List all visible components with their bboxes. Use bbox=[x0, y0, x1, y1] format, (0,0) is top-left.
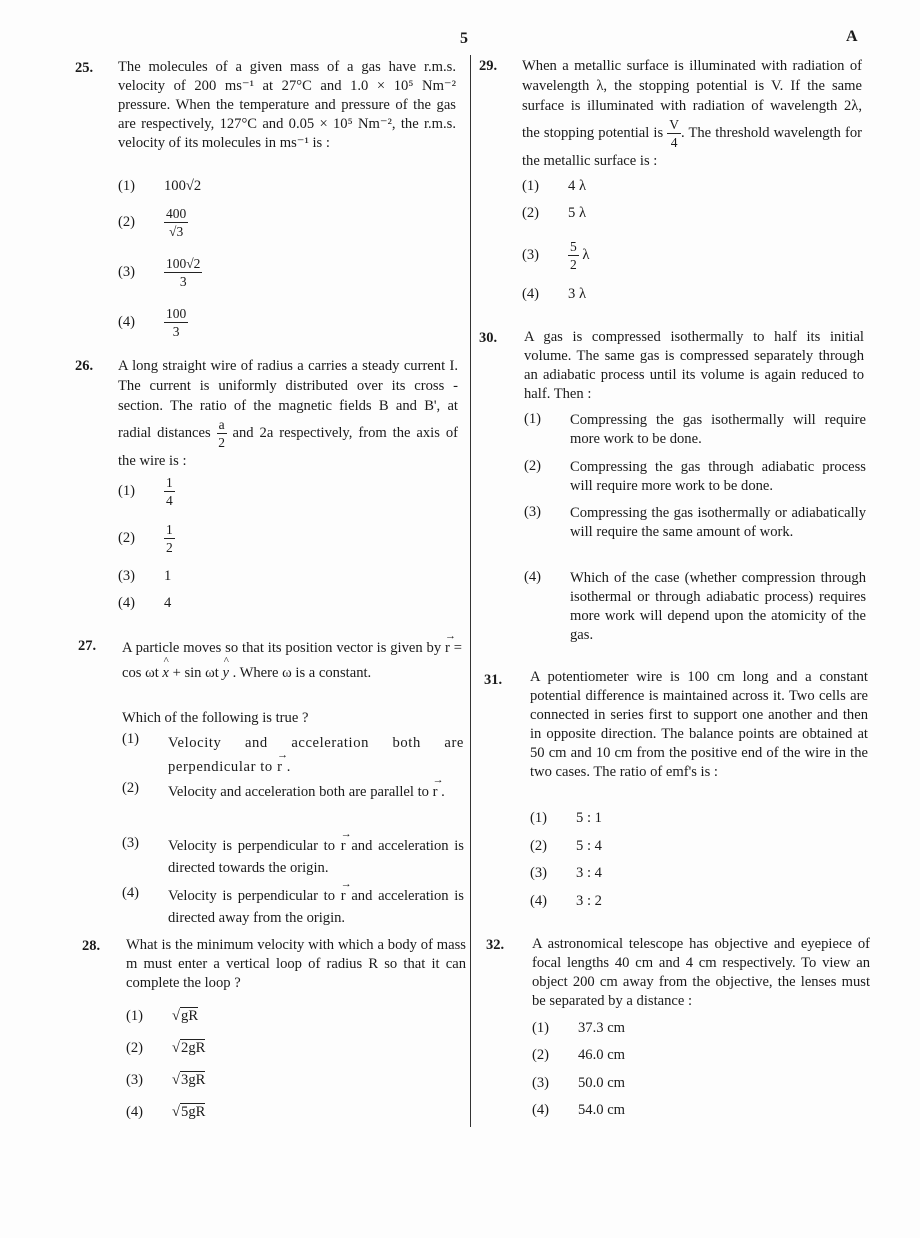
denominator: 2 bbox=[218, 435, 225, 450]
unit-vector-y: ^ y bbox=[222, 661, 228, 686]
question-number: 31. bbox=[484, 672, 503, 688]
question-number: 27. bbox=[78, 638, 97, 654]
option[interactable] bbox=[118, 305, 188, 340]
text-part: A long straight wire of radius a carries a steady current I. The current is uniformly distributed over its cross - section. The ratio of the magnetic fields B and B', at radial distances bbox=[118, 358, 458, 441]
option-label: (2) bbox=[530, 838, 548, 854]
option[interactable] bbox=[118, 568, 171, 585]
numerator: 100√2 bbox=[166, 256, 201, 271]
question-number: 32. bbox=[486, 937, 505, 953]
option-label: (3) bbox=[126, 1072, 144, 1088]
option-text: Compressing the gas through adiabatic process will require more work to be done. bbox=[570, 459, 866, 494]
option-text: 1 bbox=[164, 568, 172, 584]
option-text: 2gR bbox=[181, 1040, 206, 1056]
option[interactable] bbox=[532, 1020, 625, 1037]
vector-r: → r bbox=[341, 835, 346, 857]
question-number: 25. bbox=[75, 60, 94, 76]
question-text: The molecules of a given mass of a gas have r.m.s. velocity of 200 ms⁻¹ at 27°C and 1.0 × 10⁵ Nm⁻² pressure. When the temperature and pressure of the gas are respectively, 127°C and 0.05 × 10⁵ Nm⁻², the r.m.s. velocity of its molecules in ms⁻¹ is : bbox=[118, 59, 456, 151]
option-text: 3 : 2 bbox=[576, 893, 602, 909]
option-text bbox=[168, 835, 464, 879]
option-label: (1) bbox=[524, 411, 542, 427]
option[interactable] bbox=[126, 1104, 205, 1121]
option[interactable] bbox=[532, 1075, 625, 1092]
option[interactable] bbox=[118, 178, 201, 195]
option-label: (4) bbox=[126, 1104, 144, 1120]
option-text: Compressing the gas isothermally will require more work to be done. bbox=[570, 412, 866, 447]
vector-r: → r bbox=[433, 780, 438, 804]
option[interactable] bbox=[522, 178, 586, 195]
option-label: (3) bbox=[522, 247, 540, 263]
fraction bbox=[164, 474, 175, 509]
option[interactable] bbox=[522, 238, 589, 273]
option-label: (2) bbox=[118, 530, 136, 546]
set-code: A bbox=[846, 28, 858, 45]
option[interactable] bbox=[126, 1072, 205, 1089]
option[interactable] bbox=[122, 885, 464, 929]
question-text bbox=[122, 636, 462, 686]
option-label: (2) bbox=[532, 1047, 550, 1063]
option-text bbox=[168, 885, 464, 929]
option-label: (1) bbox=[118, 483, 136, 499]
vector-r: → r bbox=[341, 885, 346, 907]
option-text: 4 bbox=[164, 595, 172, 611]
question-number: 30. bbox=[479, 330, 498, 346]
sqrt-expression: √2gR bbox=[172, 1040, 206, 1056]
page-number: 5 bbox=[460, 30, 468, 47]
option[interactable] bbox=[524, 569, 866, 645]
option-text: 37.3 cm bbox=[578, 1020, 626, 1036]
denominator: 3 bbox=[179, 274, 187, 289]
question-text bbox=[522, 56, 862, 171]
fraction bbox=[217, 416, 227, 451]
option-label: (4) bbox=[522, 286, 540, 302]
numerator: a bbox=[218, 417, 225, 432]
option[interactable] bbox=[118, 205, 188, 240]
text-part: Velocity is perpendicular to bbox=[168, 888, 336, 904]
option[interactable] bbox=[524, 504, 866, 542]
option[interactable] bbox=[530, 865, 602, 882]
option-label: (1) bbox=[522, 178, 540, 194]
option-label: (3) bbox=[118, 568, 136, 584]
question-text: A gas is compressed isothermally to half its initial volume. The same gas is compressed separately through an adiabatic process until its volume is again reduced to half. Then : bbox=[524, 329, 864, 402]
option[interactable] bbox=[522, 205, 586, 222]
numerator: 1 bbox=[166, 475, 173, 490]
option[interactable] bbox=[118, 474, 175, 509]
text-part: Velocity and acceleration both are parallel to bbox=[168, 784, 429, 800]
question-subtext: Which of the following is true ? bbox=[122, 710, 309, 726]
option[interactable] bbox=[118, 595, 171, 612]
option-text: λ bbox=[582, 247, 590, 263]
text-part: . The threshold wavelength for the metallic surface is : bbox=[522, 124, 862, 169]
option[interactable] bbox=[530, 810, 602, 827]
option-label: (4) bbox=[118, 595, 136, 611]
option-label: (3) bbox=[532, 1075, 550, 1091]
numerator: V bbox=[669, 117, 679, 132]
option-label: (2) bbox=[522, 205, 540, 221]
fraction bbox=[164, 255, 202, 290]
option-text: 3 : 4 bbox=[576, 865, 602, 881]
numerator: 100 bbox=[166, 306, 187, 321]
denominator: 2 bbox=[570, 257, 577, 272]
denominator: 4 bbox=[670, 135, 678, 150]
option[interactable] bbox=[122, 780, 464, 804]
option[interactable] bbox=[118, 521, 175, 556]
option-text: 50.0 cm bbox=[578, 1075, 626, 1091]
text-part: and acceleration is directed towards the origin. bbox=[168, 838, 464, 876]
option-text: 46.0 cm bbox=[578, 1047, 626, 1063]
text-part: Velocity is perpendicular to bbox=[168, 838, 336, 854]
question-text: A potentiometer wire is 100 cm long and a constant potential difference is maintained across it. Two cells are connected in series first to support one another and then in opposite direction. The balance points are obtained at 50 cm and 10 cm from the positive end of the wire in the two cases. The ratio of emf's is : bbox=[530, 669, 868, 780]
fraction bbox=[164, 521, 175, 556]
option[interactable] bbox=[524, 411, 866, 449]
option-label: (3) bbox=[118, 264, 136, 280]
denominator: √3 bbox=[169, 224, 184, 239]
option[interactable] bbox=[532, 1047, 625, 1064]
column-divider bbox=[470, 55, 471, 1127]
text-part: . bbox=[441, 784, 445, 800]
option-text bbox=[168, 780, 464, 804]
option-label: (3) bbox=[530, 865, 548, 881]
option-label: (4) bbox=[122, 885, 140, 901]
option-label: (1) bbox=[122, 731, 140, 747]
option-text: 100√2 bbox=[164, 178, 202, 194]
equation-part: = cos ωt bbox=[122, 640, 462, 681]
text-part: . Where ω is a constant. bbox=[232, 665, 372, 681]
text-part: and acceleration is directed away from the origin. bbox=[168, 888, 464, 926]
option-label: (4) bbox=[524, 569, 542, 585]
question-number: 26. bbox=[75, 358, 94, 374]
numerator: 5 bbox=[570, 239, 577, 254]
option-label: (2) bbox=[118, 214, 136, 230]
option-label: (2) bbox=[122, 780, 140, 796]
option-text: 3 λ bbox=[568, 286, 587, 302]
option-label: (3) bbox=[122, 835, 140, 851]
option-label: (4) bbox=[118, 314, 136, 330]
option-text: Which of the case (whether compression through isothermal or through adiabatic process) requires more work will depend upon the atomicity of the gas. bbox=[570, 570, 866, 643]
fraction bbox=[568, 238, 579, 273]
sqrt-expression: √5gR bbox=[172, 1104, 206, 1120]
option[interactable] bbox=[530, 893, 602, 910]
option[interactable] bbox=[118, 255, 202, 290]
option[interactable] bbox=[522, 286, 586, 303]
option-label: (2) bbox=[524, 458, 542, 474]
option-text: 4 λ bbox=[568, 178, 587, 194]
option-label: (1) bbox=[532, 1020, 550, 1036]
question-number: 29. bbox=[479, 58, 498, 74]
vector-r: → r bbox=[277, 755, 282, 779]
question-text: What is the minimum velocity with which a body of mass m must enter a vertical loop of radius R so that it can complete the loop ? bbox=[126, 937, 466, 991]
option-label: (1) bbox=[530, 810, 548, 826]
fraction bbox=[164, 305, 188, 340]
text-part: Velocity and acceleration both are perpendicular to bbox=[168, 735, 464, 775]
text-part: A particle moves so that its position vector is given by bbox=[122, 640, 442, 656]
question-number: 28. bbox=[82, 938, 101, 954]
option-text: 5 λ bbox=[568, 205, 587, 221]
numerator: 1 bbox=[166, 522, 173, 537]
unit-vector-x: ^ x bbox=[162, 661, 168, 686]
option[interactable] bbox=[122, 835, 464, 879]
denominator: 4 bbox=[166, 493, 173, 508]
option[interactable] bbox=[126, 1040, 205, 1057]
option-text: 3gR bbox=[181, 1072, 206, 1088]
option-text bbox=[168, 731, 464, 779]
equation-part: + sin ωt bbox=[172, 665, 219, 681]
question-text: A astronomical telescope has objective and eyepiece of focal lengths 40 cm and 4 cm respectively. To view an object 200 cm away from the objective, the lenses must be separated by a distance : bbox=[532, 936, 870, 1009]
option[interactable] bbox=[524, 458, 866, 496]
denominator: 2 bbox=[166, 540, 173, 555]
sqrt-expression: √gR bbox=[172, 1008, 199, 1024]
option-label: (1) bbox=[126, 1008, 144, 1024]
option-label: (2) bbox=[126, 1040, 144, 1056]
vector-r: → r bbox=[445, 636, 450, 661]
option[interactable] bbox=[122, 731, 464, 779]
fraction bbox=[667, 116, 681, 151]
text-part: When a metallic surface is illuminated with radiation of wavelength λ, the stopping potential is V. If the same surface is illuminated with radiation of wavelength 2λ, the stopping potential is bbox=[522, 58, 862, 141]
option[interactable] bbox=[532, 1102, 625, 1119]
option-text: Compressing the gas isothermally or adiabatically will require the same amount of work. bbox=[570, 505, 866, 540]
text-part: and 2a respectively, from the axis of the wire is : bbox=[118, 424, 458, 469]
option-label: (4) bbox=[530, 893, 548, 909]
option-label: (3) bbox=[524, 504, 542, 520]
question-text bbox=[118, 356, 458, 471]
option[interactable] bbox=[126, 1008, 198, 1025]
sqrt-expression: √3gR bbox=[172, 1072, 206, 1088]
option-text: 5 : 1 bbox=[576, 810, 602, 826]
fraction bbox=[164, 205, 188, 240]
option-text: 54.0 cm bbox=[578, 1102, 626, 1118]
option-label: (4) bbox=[532, 1102, 550, 1118]
option-text: 5 : 4 bbox=[576, 838, 602, 854]
numerator: 400 bbox=[166, 206, 187, 221]
option[interactable] bbox=[530, 838, 602, 855]
denominator: 3 bbox=[172, 324, 180, 339]
option-text: gR bbox=[181, 1008, 199, 1024]
option-text: 5gR bbox=[181, 1104, 206, 1120]
text-part: . bbox=[286, 759, 292, 775]
option-label: (1) bbox=[118, 178, 136, 194]
